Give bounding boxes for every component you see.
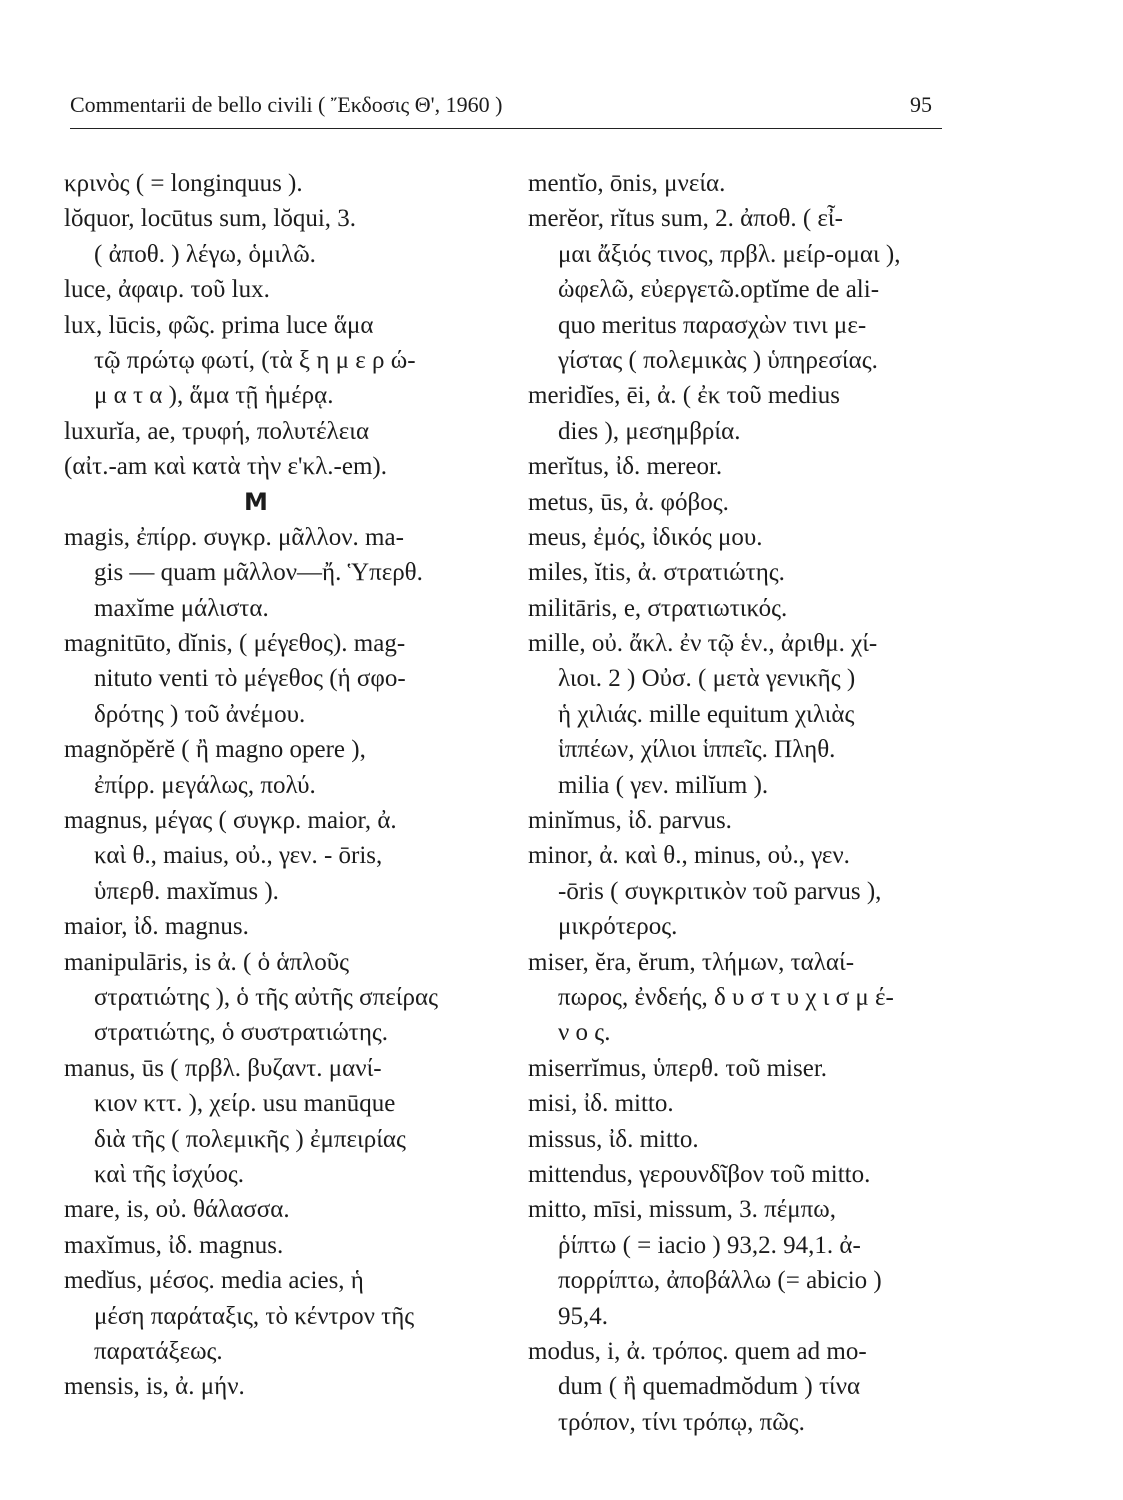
entry-line: milia ( γεν. milĭum ). xyxy=(558,771,769,799)
entry-line: παρατάξεως. xyxy=(94,1337,223,1365)
entry-line: καὶ τῆς ἰσχύος. xyxy=(94,1160,245,1188)
running-head xyxy=(70,92,942,126)
entry-line: medĭus, μέσος. media acies, ἡ xyxy=(64,1267,364,1295)
entry-line: metus, ūs, ἀ. φόβος. xyxy=(528,488,729,516)
entry-line: 95,4. xyxy=(558,1302,608,1330)
entry-line: magnŏpĕrĕ ( ἢ magno opere ), xyxy=(64,736,366,764)
entry-line: ( ἀποθ. ) λέγω, ὁμιλῶ. xyxy=(94,240,316,268)
entry-line: πωρος, ἐνδεής, δ υ σ τ υ χ ι σ μ έ- xyxy=(558,983,894,1011)
entry-line: meus, ἐμός, ἰδικός μου. xyxy=(528,523,763,551)
entry-line: mare, is, οὐ. θάλασσα. xyxy=(64,1196,290,1224)
entry-line: lux, lūcis, φῶς. prima luce ἅμα xyxy=(64,311,374,339)
entry-line: modus, i, ἀ. τρόπος. quem ad mo- xyxy=(528,1337,867,1365)
entry-line: διὰ τῆς ( πολεμικῆς ) ἐμπειρίας xyxy=(94,1125,406,1153)
entry-line: μικρότερος. xyxy=(558,913,678,941)
entry-line: minor, ἀ. καὶ θ., minus, οὐ., γεν. xyxy=(528,842,850,870)
entry-line: magnitūto, dĭnis, ( μέγεθος). mag- xyxy=(64,630,406,658)
entry-line: miserrĭmus, ὑπερθ. τοῦ miser. xyxy=(528,1054,828,1082)
entry-line: mittendus, γερουνδῖβον τοῦ mitto. xyxy=(528,1160,871,1188)
entry-line: quo meritus παρασχὼν τινι με- xyxy=(558,311,867,339)
entry-line: κιον κττ. ), χείρ. usu manūque xyxy=(94,1090,396,1118)
entry-line: magnus, μέγας ( συγκρ. maior, ἀ. xyxy=(64,807,397,835)
entry-line: nituto venti τὸ μέγεθος (ἡ σφο- xyxy=(94,665,406,693)
entry-line: luxurĭa, ae, τρυφή, πολυτέλεια xyxy=(64,417,370,445)
entry-line: καὶ θ., maius, οὐ., γεν. - ōris, xyxy=(94,842,383,870)
entry-line: mille, οὐ. ἄκλ. ἐν τῷ ἑν., ἀριθμ. χί- xyxy=(528,630,878,658)
entry-line: -ōris ( συγκριτικὸν τοῦ parvus ), xyxy=(558,877,882,905)
entry-line: στρατιώτης, ὁ συστρατιώτης. xyxy=(94,1019,389,1047)
entry-line: μ α τ α ), ἅμα τῇ ἡμέρᾳ. xyxy=(94,382,334,410)
entry-line: miles, ĭtis, ἀ. στρατιώτης. xyxy=(528,559,785,587)
entry-line: δρότης ) τοῦ ἀνέμου. xyxy=(94,700,306,728)
entry-line: τρόπον, τίνι τρόπῳ, πῶς. xyxy=(558,1408,805,1436)
entry-line: (αἰτ.-am καὶ κατὰ τὴν ε'κλ.-em). xyxy=(64,453,387,481)
entry-line: merĭtus, ἰδ. mereor. xyxy=(528,453,723,481)
entry-line: μέση παράταξις, τὸ κέντρον τῆς xyxy=(94,1302,415,1330)
entry-line: γίστας ( πολεμικὰς ) ὑπηρεσίας. xyxy=(558,346,878,374)
entry-line: militāris, e, στρατιωτικός. xyxy=(528,594,788,622)
section-letter: M xyxy=(244,487,268,516)
entry-line: dies ), μεσημβρία. xyxy=(558,417,741,445)
entry-line: ἡ χιλιάς. mille equitum χιλιὰς xyxy=(558,700,855,728)
entry-line: missus, ἰδ. mitto. xyxy=(528,1125,699,1153)
page-number: 95 xyxy=(910,92,932,117)
entry-line: maxĭmus, ἰδ. magnus. xyxy=(64,1231,284,1259)
entry-line: maxĭme μάλιστα. xyxy=(94,594,269,622)
entry-line: πορρίπτω, ἀποβάλλω (= abicio ) xyxy=(558,1267,882,1295)
book-title: Commentarii de bello civili ( Ἔκδοσις Θ', 1960 ) xyxy=(70,92,503,117)
entry-line: ἱππέων, χίλιοι ἱππεῖς. Πληθ. xyxy=(558,736,836,764)
entry-line: gis — quam μᾶλλον—ἤ. Ὑπερθ. xyxy=(94,559,423,587)
entry-line: ὠφελῶ, εὐεργετῶ.optĭme de ali- xyxy=(558,276,880,304)
entry-line: κρινὸς ( = longinquus ). xyxy=(64,170,303,197)
entry-line: mitto, mīsi, missum, 3. πέμπω, xyxy=(528,1196,836,1224)
entry-line: manus, ūs ( πρβλ. βυζαντ. μανί- xyxy=(64,1054,382,1082)
entry-line: merĕor, rĭtus sum, 2. ἀποθ. ( εἶ- xyxy=(528,205,843,233)
entry-line: ἐπίρρ. μεγάλως, πολύ. xyxy=(94,771,316,799)
entry-line: luce, ἀφαιρ. τοῦ lux. xyxy=(64,276,270,304)
header-rule xyxy=(70,128,942,129)
entry-line: meridĭes, ēi, ἀ. ( ἐκ τοῦ medius xyxy=(528,382,841,410)
entry-line: dum ( ἢ quemadmŏdum ) τίνα xyxy=(558,1373,861,1401)
right-column xyxy=(528,166,948,1440)
entry-line: ὑπερθ. maxĭmus ). xyxy=(94,877,279,905)
entry-line: ν ο ς. xyxy=(558,1019,611,1047)
entry-line: mentĭo, ōnis, μνεία. xyxy=(528,170,726,197)
entry-line: minĭmus, ἰδ. parvus. xyxy=(528,807,732,835)
entry-line: στρατιώτης ), ὁ τῆς αὐτῆς σπείρας xyxy=(94,983,438,1011)
entry-line: magis, ἐπίρρ. συγκρ. μᾶλλον. ma- xyxy=(64,523,404,551)
entry-line: λιοι. 2 ) Οὐσ. ( μετὰ γενικῆς ) xyxy=(558,665,856,693)
entry-line: ῥίπτω ( = iacio ) 93,2. 94,1. ἀ- xyxy=(558,1231,861,1259)
entry-line: miser, ĕra, ĕrum, τλήμων, ταλαί- xyxy=(528,948,855,976)
entry-line: μαι ἄξιός τινος, πρβλ. μείρ-ομαι ), xyxy=(558,240,901,268)
entry-line: misi, ἰδ. mitto. xyxy=(528,1090,674,1118)
left-column xyxy=(64,166,512,1405)
entry-line: lŏquor, locūtus sum, lŏqui, 3. xyxy=(64,205,357,233)
entry-line: mensis, is, ἀ. μήν. xyxy=(64,1373,245,1401)
entry-line: maior, ἰδ. magnus. xyxy=(64,913,249,941)
entry-line: τῷ πρώτῳ φωτί, (τὰ ξ η μ ε ρ ώ- xyxy=(94,346,416,374)
entry-line: manipulāris, is ἀ. ( ὁ ἁπλοῦς xyxy=(64,948,349,976)
